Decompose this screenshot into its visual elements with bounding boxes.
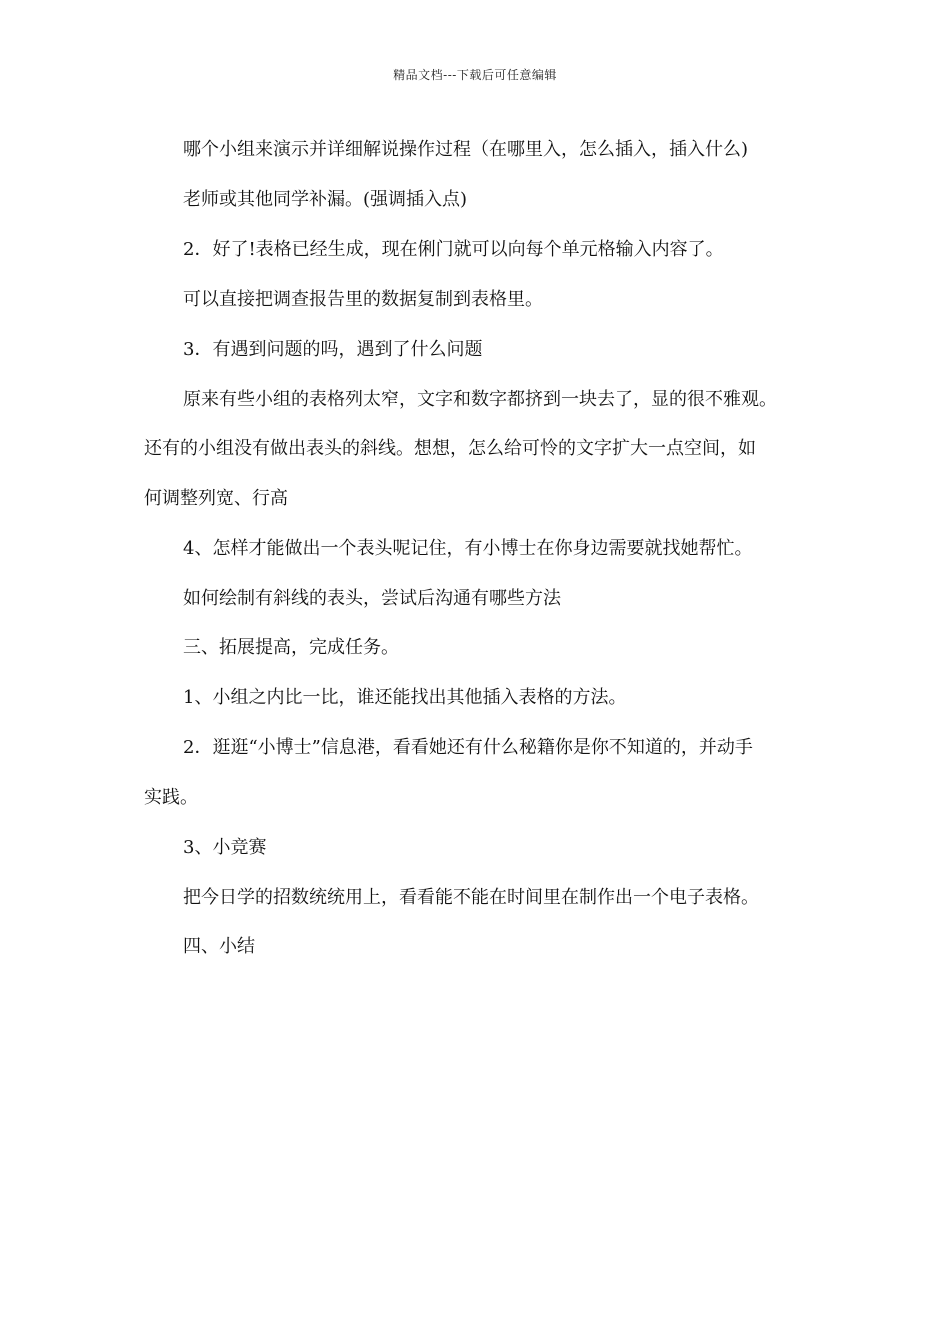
line-9: 4、怎样才能做出一个表头呢记住，有小博士在你身边需要就找她帮忙。 bbox=[183, 538, 753, 559]
line-5: 3．有遇到问题的吗，遇到了什么问题 bbox=[183, 339, 483, 360]
line-2: 老师或其他同学补漏。(强调插入点) bbox=[183, 189, 468, 210]
line-12: 1、小组之内比一比，谁还能找出其他插入表格的方法。 bbox=[183, 687, 627, 708]
line-17: 四、小结 bbox=[183, 936, 255, 957]
line-11: 三、拓展提高，完成任务。 bbox=[183, 637, 399, 658]
line-13: 2．逛逛“小博士”信息港，看看她还有什么秘籍你是你不知道的，并动手 bbox=[183, 737, 753, 758]
line-16: 把今日学的招数统统用上，看看能不能在时间里在制作出一个电子表格。 bbox=[183, 887, 759, 908]
line-4: 可以直接把调查报告里的数据复制到表格里。 bbox=[183, 289, 543, 310]
line-7: 还有的小组没有做出表头的斜线。想想，怎么给可怜的文字扩大一点空间，如 bbox=[144, 438, 756, 459]
line-14: 实践。 bbox=[144, 787, 198, 808]
line-6: 原来有些小组的表格列太窄，文字和数字都挤到一块去了，显的很不雅观。 bbox=[183, 389, 777, 410]
line-15: 3、小竞赛 bbox=[183, 837, 267, 858]
line-8: 何调整列宽、行高 bbox=[144, 488, 288, 509]
line-1: 哪个小组来演示并详细解说操作过程（在哪里入，怎么插入，插入什么) bbox=[183, 139, 749, 160]
page-header: 精品文档---下载后可任意编辑 bbox=[393, 68, 557, 82]
line-10: 如何绘制有斜线的表头，尝试后沟通有哪些方法 bbox=[183, 588, 561, 609]
line-3: 2．好了!表格已经生成，现在俐门就可以向每个单元格输入内容了。 bbox=[183, 239, 724, 260]
